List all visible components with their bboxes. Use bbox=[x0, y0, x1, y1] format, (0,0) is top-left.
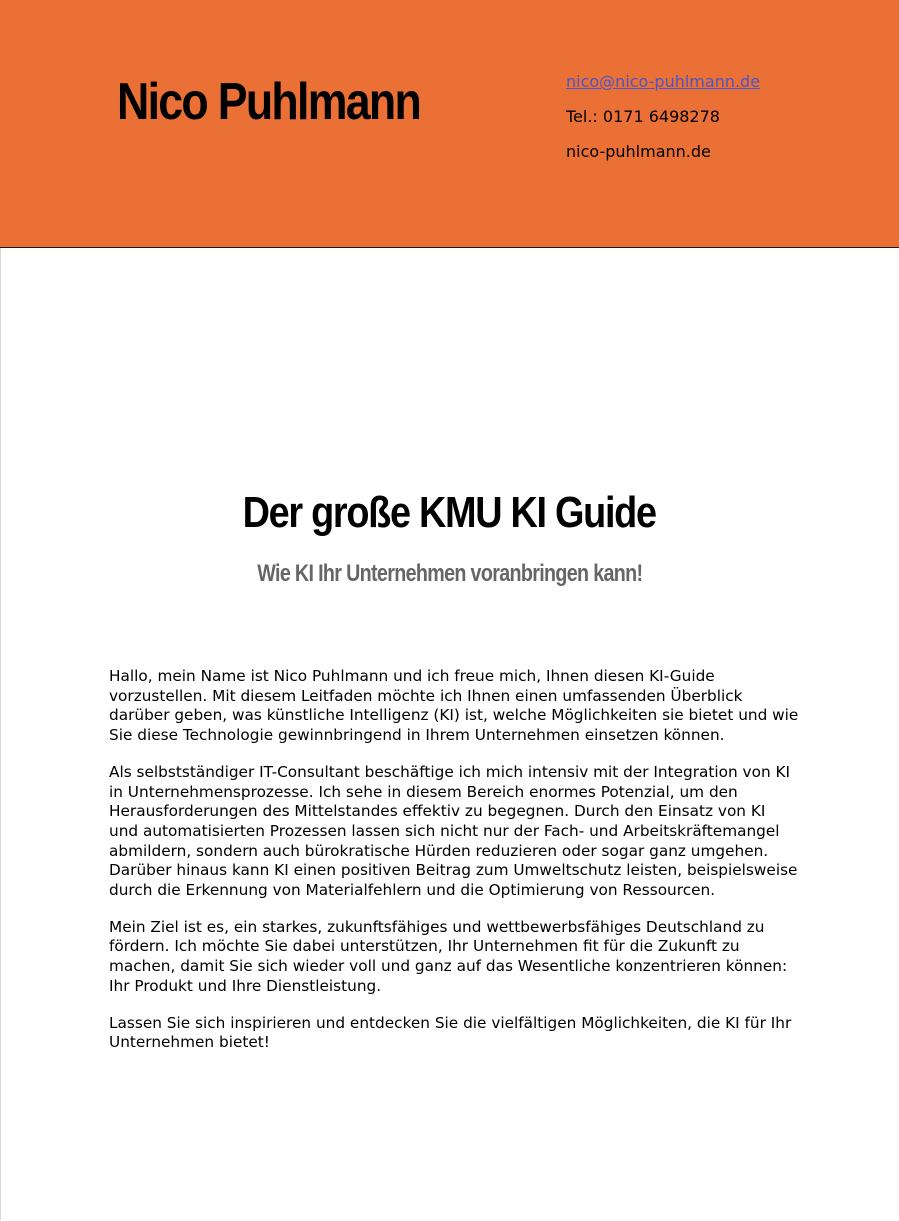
paragraph-1: Hallo, mein Name ist Nico Puhlmann und ich freue mich, Ihnen diesen KI-Guide vorzustellen. Mit diesem Leitfaden möchte ich Ihnen einen umfassenden Überblick darüber geben, was künstliche Intelligenz (KI) ist, welche Möglichkeiten sie bietet und wie Sie diese Technologie gewinnbringend in Ihrem Unternehmen einsetzen können. bbox=[109, 667, 799, 745]
document-title: Der große KMU KI Guide bbox=[242, 488, 657, 537]
email-row bbox=[566, 64, 760, 99]
paragraph-2: Als selbstständiger IT-Consultant beschäftige ich mich intensiv mit der Integration von KI in Unternehmensprozesse. Ich sehe in diesem Bereich enormes Potenzial, um den Herausforderungen des Mittelstandes effektiv zu begegnen. Durch den Einsatz von KI und automatisierten Prozessen lassen sich nicht nur der Fach- und Arbeitskräftemangel abmildern, sondern auch bürokratische Hürden reduzieren oder sogar ganz umgehen. Darüber hinaus kann KI einen positiven Beitrag zum Umweltschutz leisten, beispielsweise durch die Erkennung von Materialfehlern und die Optimierung von Ressourcen. bbox=[109, 762, 798, 900]
intro-text bbox=[109, 667, 799, 1070]
paragraph-3: Mein Ziel ist es, ein starkes, zukunftsfähiges und wettbewerbsfähiges Deutschland zu fördern. Ich möchte Sie dabei unterstützen, Ihr Unternehmen fit für die Zukunft zu machen, damit Sie sich wieder voll und ganz auf das Wesentliche konzentrieren können: Ihr Produkt und Ihre Dienstleistung. bbox=[109, 917, 788, 995]
document-subtitle: Wie KI Ihr Unternehmen voranbringen kann! bbox=[256, 560, 643, 587]
contact-block bbox=[566, 64, 760, 169]
document-title-wrapper bbox=[0, 488, 899, 538]
author-name: Nico Puhlmann bbox=[117, 73, 421, 131]
phone-number: Tel.: 0171 6498278 bbox=[566, 107, 720, 126]
header-banner bbox=[0, 0, 899, 248]
website-text: nico-puhlmann.de bbox=[566, 142, 711, 161]
paragraph-4: Lassen Sie sich inspirieren und entdecken Sie die vielfältigen Möglichkeiten, die KI für Ihr Unternehmen bietet! bbox=[109, 1013, 792, 1052]
email-link[interactable]: nico@nico-puhlmann.de bbox=[566, 72, 761, 91]
document-subtitle-wrapper bbox=[0, 560, 899, 588]
